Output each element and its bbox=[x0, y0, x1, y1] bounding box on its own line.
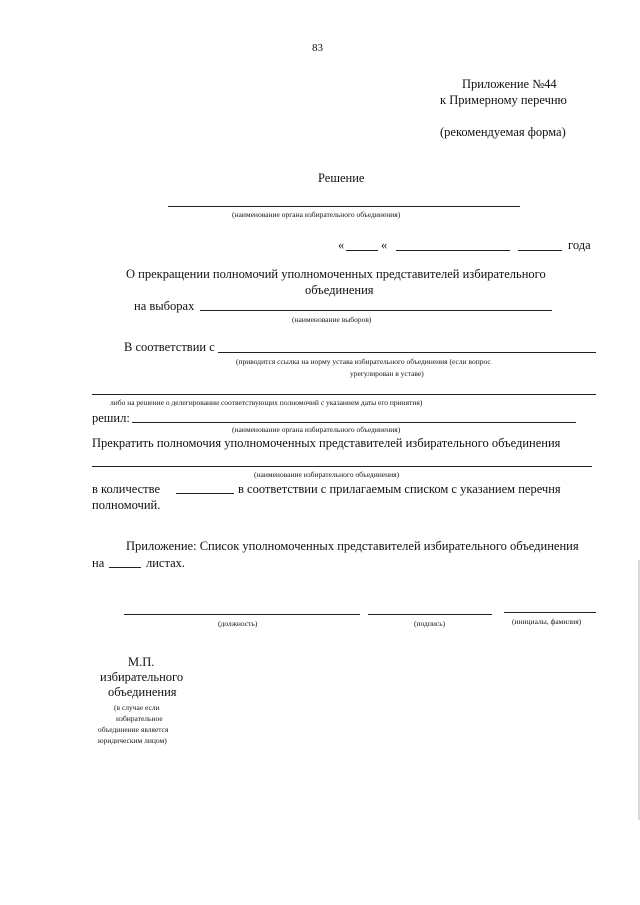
stamp-mp: М.П. bbox=[128, 655, 155, 669]
according-label: В соответствии с bbox=[124, 340, 215, 354]
name-line bbox=[504, 612, 596, 613]
subject-line-2: объединения bbox=[305, 283, 374, 297]
powers-text: полномочий. bbox=[92, 498, 161, 512]
page-number: 83 bbox=[312, 42, 323, 54]
day-line bbox=[346, 250, 378, 251]
charter-hint-1: (приводится ссылка на норму устава избирательного объединения (если вопрос bbox=[236, 357, 491, 366]
position-line bbox=[124, 614, 360, 615]
on-elections-label: на выборах bbox=[134, 299, 195, 313]
sheets-count-line bbox=[109, 567, 141, 568]
accordance-text: в соответствии с прилагаемым списком с указанием перечня bbox=[238, 482, 561, 496]
charter-reference-line bbox=[218, 352, 596, 353]
organ-hint: (наименование органа избирательного объединения) bbox=[232, 425, 401, 434]
document-title: Решение bbox=[318, 171, 365, 185]
stamp-line-1: избирательного bbox=[100, 670, 184, 684]
form-note: (рекомендуемая форма) bbox=[440, 125, 566, 139]
commission-name-line bbox=[168, 206, 520, 207]
quantity-line bbox=[176, 493, 234, 494]
stamp-note-1: (в случае если bbox=[114, 703, 160, 712]
name-hint: (инициалы, фамилия) bbox=[512, 617, 582, 626]
commission-hint: (наименование органа избирательного объединения) bbox=[232, 210, 401, 219]
attachment-on-label: на bbox=[92, 556, 105, 570]
decided-label: решил: bbox=[92, 411, 130, 425]
appendix-number: Приложение №44 bbox=[462, 77, 557, 91]
terminate-text: Прекратить полномочия уполномоченных представителей избирательного объединения bbox=[92, 436, 561, 450]
date-open-quote: « bbox=[338, 238, 345, 252]
subject-line-1: О прекращении полномочий уполномоченных представителей избирательного bbox=[126, 267, 546, 281]
signature-line bbox=[368, 614, 492, 615]
attachment-text: Приложение: Список уполномоченных представителей избирательного объединения bbox=[126, 539, 579, 553]
organ-name-line bbox=[132, 422, 576, 423]
sheets-label: листах. bbox=[146, 556, 186, 570]
association-hint: (наименование избирательного объединения) bbox=[254, 470, 400, 479]
association-name-line bbox=[92, 466, 592, 467]
year-line bbox=[518, 250, 562, 251]
signature-hint: (подпись) bbox=[414, 619, 446, 628]
position-hint: (должность) bbox=[218, 619, 258, 628]
date-close-quote: « bbox=[381, 238, 388, 252]
charter-hint-2: урегулирован в уставе) bbox=[350, 369, 424, 378]
elections-name-line bbox=[200, 310, 552, 311]
charter-continuation-line bbox=[92, 394, 596, 395]
appendix-reference: к Примерному перечню bbox=[440, 93, 567, 107]
stamp-note-3: объединение является bbox=[98, 725, 169, 734]
year-word: года bbox=[568, 238, 591, 252]
stamp-line-2: объединения bbox=[108, 685, 177, 699]
quantity-label: в количестве bbox=[92, 482, 161, 496]
month-line bbox=[396, 250, 510, 251]
stamp-note-4: юридическим лицом) bbox=[98, 736, 167, 745]
delegation-hint: либо на решение о делегировании соответствующих полномочий с указанием даты его принятия) bbox=[110, 398, 423, 407]
stamp-note-2: избирательное bbox=[116, 714, 163, 723]
elections-hint: (наименование выборов) bbox=[292, 315, 372, 324]
